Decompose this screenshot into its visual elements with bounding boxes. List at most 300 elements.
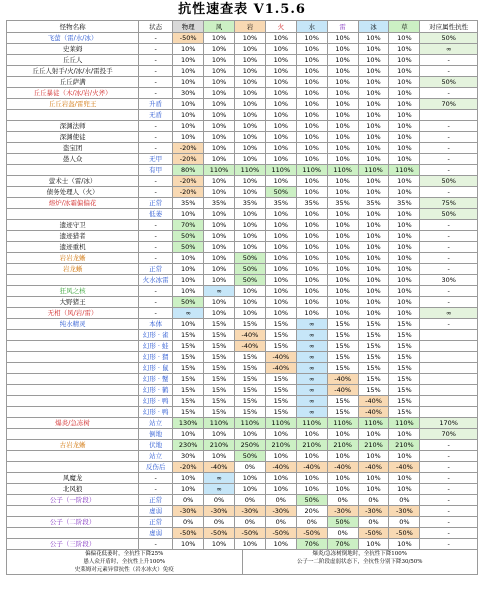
resistance-cell: 10% xyxy=(235,539,266,550)
resistance-cell: -30% xyxy=(173,506,204,517)
monster-state: - xyxy=(139,132,173,143)
monster-state: 有甲 xyxy=(139,165,173,176)
resistance-cell: 10% xyxy=(265,275,296,286)
resistance-cell: -50% xyxy=(265,528,296,539)
resistance-cell: 10% xyxy=(327,132,358,143)
resistance-cell: 110% xyxy=(327,165,358,176)
resistance-cell: 10% xyxy=(265,33,296,44)
resistance-cell: 110% xyxy=(265,165,296,176)
resistance-cell: 110% xyxy=(235,165,266,176)
resistance-cell: 10% xyxy=(204,429,235,440)
resistance-cell: 210% xyxy=(265,440,296,451)
resistance-cell: 15% xyxy=(235,396,266,407)
resistance-cell: 10% xyxy=(358,55,389,66)
monster-name xyxy=(7,110,139,121)
resistance-cell: 10% xyxy=(173,319,204,330)
monster-name xyxy=(7,385,139,396)
resistance-cell: 10% xyxy=(173,55,204,66)
resistance-cell: 10% xyxy=(235,55,266,66)
resistance-cell: 210% xyxy=(389,440,420,451)
resistance-cell: 10% xyxy=(327,66,358,77)
monster-state: 幻形 · 蟹 xyxy=(139,374,173,385)
resistance-cell: 10% xyxy=(327,473,358,484)
monster-state: 低萎 xyxy=(139,209,173,220)
resistance-cell: ∞ xyxy=(296,374,327,385)
resistance-cell: 10% xyxy=(235,209,266,220)
resistance-cell: 35% xyxy=(265,198,296,209)
resistance-cell: 10% xyxy=(204,539,235,550)
monster-name xyxy=(7,363,139,374)
monster-state: - xyxy=(139,539,173,550)
monster-name: 风魔龙 xyxy=(7,473,139,484)
resistance-cell: 15% xyxy=(204,363,235,374)
resistance-cell: 15% xyxy=(389,363,420,374)
resistance-cell: 0% xyxy=(235,517,266,528)
monster-state: 本体 xyxy=(139,319,173,330)
table-row xyxy=(7,407,478,418)
resistance-cell: 210% xyxy=(327,440,358,451)
resistance-cell: 10% xyxy=(358,429,389,440)
table-row xyxy=(7,176,478,187)
resistance-cell: 10% xyxy=(358,99,389,110)
resistance-cell: 15% xyxy=(265,341,296,352)
monster-name: 无相（风/岩/雷） xyxy=(7,308,139,319)
element-resistance: - xyxy=(420,220,478,231)
resistance-cell: 10% xyxy=(358,275,389,286)
resistance-cell: 0% xyxy=(389,517,420,528)
monster-state: 幻形 · 鸭 xyxy=(139,396,173,407)
footer-note: 史莱姆对元素异常抗性（岩水冰火）免疫 xyxy=(74,567,174,573)
resistance-cell: 10% xyxy=(389,220,420,231)
table-row xyxy=(7,55,478,66)
element-resistance: 50% xyxy=(420,33,478,44)
resistance-cell: 10% xyxy=(389,55,420,66)
table-row xyxy=(7,418,478,429)
resistance-cell: 250% xyxy=(235,440,266,451)
footer-note: 公子一二阶段虚弱状态下，全抗性分别下降30/50% xyxy=(296,559,423,565)
resistance-cell: 10% xyxy=(327,55,358,66)
resistance-cell: 10% xyxy=(296,275,327,286)
element-resistance: - xyxy=(420,495,478,506)
resistance-cell: 10% xyxy=(389,187,420,198)
resistance-cell: 110% xyxy=(235,418,266,429)
monster-name: 岩龙蜥 xyxy=(7,264,139,275)
resistance-cell: 15% xyxy=(235,363,266,374)
resistance-cell: 10% xyxy=(389,242,420,253)
element-resistance: - xyxy=(420,165,478,176)
resistance-cell: 10% xyxy=(265,88,296,99)
resistance-cell: 10% xyxy=(204,253,235,264)
table-row xyxy=(7,231,478,242)
monster-state: - xyxy=(139,143,173,154)
resistance-cell: 10% xyxy=(389,44,420,55)
resistance-cell: 10% xyxy=(358,44,389,55)
resistance-cell: 15% xyxy=(204,341,235,352)
resistance-cell: 10% xyxy=(265,44,296,55)
monster-state: - xyxy=(139,66,173,77)
monster-state: - xyxy=(139,44,173,55)
resistance-cell: 15% xyxy=(327,396,358,407)
resistance-cell: 110% xyxy=(265,418,296,429)
resistance-cell: 10% xyxy=(296,209,327,220)
table-row xyxy=(7,242,478,253)
resistance-cell: 10% xyxy=(235,88,266,99)
table-row xyxy=(7,209,478,220)
monster-state: - xyxy=(139,220,173,231)
resistance-cell: 15% xyxy=(235,385,266,396)
resistance-cell: 10% xyxy=(389,297,420,308)
resistance-cell: ∞ xyxy=(296,363,327,374)
resistance-cell: 10% xyxy=(204,88,235,99)
resistance-cell: 10% xyxy=(296,451,327,462)
table-row xyxy=(7,473,478,484)
resistance-cell: 10% xyxy=(173,121,204,132)
monster-name: 岩岩龙蜥 xyxy=(7,253,139,264)
resistance-cell: 15% xyxy=(327,407,358,418)
monster-name: 丘丘暴徒（木/冰/岩/火斧） xyxy=(7,88,139,99)
monster-state: 正常 xyxy=(139,264,173,275)
resistance-cell: 15% xyxy=(235,407,266,418)
resistance-cell: 35% xyxy=(327,198,358,209)
resistance-cell: 15% xyxy=(204,319,235,330)
resistance-cell: -50% xyxy=(173,528,204,539)
resistance-cell: 10% xyxy=(389,66,420,77)
monster-name: 深渊法师 xyxy=(7,121,139,132)
table-row xyxy=(7,198,478,209)
resistance-cell: 10% xyxy=(265,209,296,220)
resistance-cell: 10% xyxy=(296,44,327,55)
resistance-cell: ∞ xyxy=(296,352,327,363)
resistance-cell: 10% xyxy=(265,77,296,88)
column-header: 冰 xyxy=(358,21,389,33)
resistance-cell: 15% xyxy=(204,396,235,407)
resistance-cell: ∞ xyxy=(296,330,327,341)
column-header: 草 xyxy=(389,21,420,33)
resistance-cell: 10% xyxy=(327,154,358,165)
resistance-cell: 10% xyxy=(389,77,420,88)
resistance-cell: -40% xyxy=(265,462,296,473)
resistance-cell: 15% xyxy=(204,352,235,363)
resistance-cell: ∞ xyxy=(296,319,327,330)
monster-state: 反伤后 xyxy=(139,462,173,473)
monster-name xyxy=(7,330,139,341)
resistance-cell: ∞ xyxy=(204,484,235,495)
footer-right xyxy=(243,550,479,575)
resistance-cell: 10% xyxy=(389,473,420,484)
resistance-cell: 0% xyxy=(204,517,235,528)
table-row xyxy=(7,440,478,451)
resistance-cell: 15% xyxy=(265,385,296,396)
element-resistance: - xyxy=(420,143,478,154)
resistance-cell: 10% xyxy=(265,143,296,154)
monster-name xyxy=(7,396,139,407)
resistance-cell: 230% xyxy=(173,440,204,451)
resistance-cell: 10% xyxy=(327,484,358,495)
resistance-cell: 35% xyxy=(358,198,389,209)
resistance-cell: 10% xyxy=(265,99,296,110)
resistance-cell: 10% xyxy=(358,77,389,88)
monster-state: 伏地 xyxy=(139,440,173,451)
element-resistance: 30% xyxy=(420,275,478,286)
resistance-cell: 10% xyxy=(235,429,266,440)
resistance-cell: -50% xyxy=(173,33,204,44)
table-row xyxy=(7,451,478,462)
table-row xyxy=(7,330,478,341)
resistance-cell: -40% xyxy=(265,363,296,374)
element-resistance: ∞ xyxy=(420,308,478,319)
resistance-cell: 10% xyxy=(265,132,296,143)
resistance-cell: 10% xyxy=(235,110,266,121)
element-resistance: 75% xyxy=(420,198,478,209)
monster-state: 虚弱 xyxy=(139,528,173,539)
element-resistance: - xyxy=(420,517,478,528)
resistance-cell: 10% xyxy=(265,429,296,440)
monster-name xyxy=(7,165,139,176)
column-header: 风 xyxy=(204,21,235,33)
table-row xyxy=(7,275,478,286)
monster-name xyxy=(7,429,139,440)
resistance-cell: 10% xyxy=(265,121,296,132)
resistance-cell: 50% xyxy=(173,297,204,308)
element-resistance xyxy=(420,330,478,341)
table-row xyxy=(7,495,478,506)
resistance-cell: 15% xyxy=(204,330,235,341)
element-resistance: - xyxy=(420,66,478,77)
resistance-cell: 15% xyxy=(173,396,204,407)
resistance-cell: 10% xyxy=(204,66,235,77)
resistance-cell: 80% xyxy=(173,165,204,176)
resistance-cell: ∞ xyxy=(204,473,235,484)
monster-name: 丘丘人射手/火/冰/水/雷投手 xyxy=(7,66,139,77)
resistance-cell: 10% xyxy=(296,121,327,132)
resistance-cell: 10% xyxy=(296,55,327,66)
resistance-cell: 35% xyxy=(173,198,204,209)
resistance-cell: 15% xyxy=(358,385,389,396)
footer-note: 愚人众开盾时，全抗性上升100% xyxy=(83,559,166,565)
resistance-cell: 15% xyxy=(389,385,420,396)
table-row xyxy=(7,517,478,528)
resistance-cell: 15% xyxy=(235,319,266,330)
resistance-cell: 110% xyxy=(358,418,389,429)
resistance-cell: 10% xyxy=(235,484,266,495)
resistance-cell: 10% xyxy=(296,286,327,297)
resistance-cell: 10% xyxy=(173,99,204,110)
monster-name: 丘丘萨满 xyxy=(7,77,139,88)
resistance-cell: 15% xyxy=(358,374,389,385)
monster-name: 熔炉/冰霜偏偏花 xyxy=(7,198,139,209)
resistance-cell: 10% xyxy=(327,231,358,242)
element-resistance: - xyxy=(420,506,478,517)
monster-state: 正常 xyxy=(139,495,173,506)
resistance-cell: 10% xyxy=(327,33,358,44)
resistance-cell: 10% xyxy=(173,264,204,275)
resistance-cell: 10% xyxy=(173,66,204,77)
resistance-cell: 10% xyxy=(327,429,358,440)
monster-name: 遗迹猎者 xyxy=(7,231,139,242)
monster-name: 狂风之核 xyxy=(7,286,139,297)
resistance-cell: 10% xyxy=(204,308,235,319)
resistance-cell: -40% xyxy=(204,462,235,473)
table-row xyxy=(7,121,478,132)
element-resistance xyxy=(420,363,478,374)
element-resistance: - xyxy=(420,231,478,242)
resistance-cell: 15% xyxy=(389,407,420,418)
resistance-cell: 35% xyxy=(389,198,420,209)
resistance-cell: 10% xyxy=(358,33,389,44)
resistance-cell: 10% xyxy=(173,539,204,550)
monster-state: 正常 xyxy=(139,198,173,209)
resistance-cell: 10% xyxy=(389,88,420,99)
resistance-cell: 110% xyxy=(204,418,235,429)
resistance-cell: 10% xyxy=(265,110,296,121)
resistance-cell: 10% xyxy=(296,88,327,99)
resistance-cell: 15% xyxy=(389,319,420,330)
resistance-cell: 10% xyxy=(389,143,420,154)
resistance-cell: 10% xyxy=(358,154,389,165)
resistance-cell: 10% xyxy=(358,209,389,220)
table-row xyxy=(7,77,478,88)
element-resistance xyxy=(420,385,478,396)
resistance-cell: -50% xyxy=(235,528,266,539)
resistance-cell: -30% xyxy=(204,506,235,517)
resistance-cell: 15% xyxy=(358,319,389,330)
resistance-cell: -30% xyxy=(327,506,358,517)
resistance-cell: 10% xyxy=(265,308,296,319)
resistance-cell: -40% xyxy=(327,374,358,385)
resistance-cell: 10% xyxy=(235,286,266,297)
resistance-cell: 10% xyxy=(204,154,235,165)
resistance-cell: -20% xyxy=(173,187,204,198)
element-resistance: - xyxy=(420,462,478,473)
resistance-cell: 50% xyxy=(296,495,327,506)
resistance-cell: 10% xyxy=(235,154,266,165)
resistance-cell: 10% xyxy=(173,44,204,55)
monster-state: - xyxy=(139,231,173,242)
resistance-cell: 50% xyxy=(173,231,204,242)
monster-state: 幻形 · 鹤 xyxy=(139,385,173,396)
resistance-cell: 10% xyxy=(327,110,358,121)
monster-state: - xyxy=(139,33,173,44)
resistance-cell: 10% xyxy=(296,253,327,264)
monster-name xyxy=(7,209,139,220)
resistance-cell: -20% xyxy=(173,462,204,473)
element-resistance: - xyxy=(420,473,478,484)
column-header: 物理 xyxy=(173,21,204,33)
monster-state: 无甲 xyxy=(139,154,173,165)
resistance-cell: 10% xyxy=(296,33,327,44)
resistance-cell: 15% xyxy=(327,330,358,341)
resistance-cell: 10% xyxy=(265,220,296,231)
resistance-cell: 10% xyxy=(327,187,358,198)
monster-name: 丘丘岩盔/雷兜王 xyxy=(7,99,139,110)
monster-name xyxy=(7,451,139,462)
resistance-cell: 50% xyxy=(327,517,358,528)
monster-state: 站立 xyxy=(139,418,173,429)
resistance-cell: 10% xyxy=(235,77,266,88)
resistance-cell: -30% xyxy=(265,506,296,517)
resistance-cell: 10% xyxy=(296,99,327,110)
element-resistance: - xyxy=(420,440,478,451)
resistance-cell: 10% xyxy=(389,33,420,44)
monster-state: - xyxy=(139,286,173,297)
resistance-cell: 10% xyxy=(389,286,420,297)
resistance-cell: -20% xyxy=(173,176,204,187)
resistance-cell: 10% xyxy=(204,220,235,231)
resistance-cell: 10% xyxy=(204,264,235,275)
element-resistance: ∞ xyxy=(420,44,478,55)
monster-name: 遗迹重机 xyxy=(7,242,139,253)
resistance-cell: 10% xyxy=(389,451,420,462)
resistance-cell: 10% xyxy=(204,187,235,198)
element-resistance: - xyxy=(420,539,478,550)
monster-state: - xyxy=(139,308,173,319)
monster-name: 爆炎/急冻树 xyxy=(7,418,139,429)
resistance-cell: 10% xyxy=(327,99,358,110)
resistance-cell: 10% xyxy=(296,473,327,484)
resistance-cell: 10% xyxy=(265,176,296,187)
monster-name: 债务处理人（火） xyxy=(7,187,139,198)
column-header: 火 xyxy=(265,21,296,33)
resistance-cell: 10% xyxy=(235,308,266,319)
resistance-cell: 10% xyxy=(358,473,389,484)
element-resistance: - xyxy=(420,484,478,495)
resistance-cell: -40% xyxy=(358,396,389,407)
resistance-cell: 15% xyxy=(327,363,358,374)
resistance-cell: 50% xyxy=(235,253,266,264)
monster-name: 大野猪王 xyxy=(7,297,139,308)
resistance-cell: 10% xyxy=(204,77,235,88)
element-resistance: - xyxy=(420,187,478,198)
resistance-cell: 0% xyxy=(235,495,266,506)
resistance-cell: 10% xyxy=(265,253,296,264)
resistance-cell: 10% xyxy=(265,154,296,165)
element-resistance: - xyxy=(420,264,478,275)
resistance-cell: 10% xyxy=(296,176,327,187)
resistance-cell: 15% xyxy=(358,341,389,352)
resistance-cell: 0% xyxy=(296,517,327,528)
resistance-cell: 10% xyxy=(327,220,358,231)
resistance-cell: 10% xyxy=(265,473,296,484)
resistance-cell: 10% xyxy=(265,231,296,242)
resistance-cell: -40% xyxy=(389,462,420,473)
resistance-cell: 10% xyxy=(235,121,266,132)
resistance-cell: 20% xyxy=(296,506,327,517)
monster-name xyxy=(7,528,139,539)
resistance-cell: 10% xyxy=(358,253,389,264)
resistance-cell: -50% xyxy=(358,528,389,539)
resistance-cell: 210% xyxy=(296,440,327,451)
resistance-cell: 10% xyxy=(173,429,204,440)
resistance-cell: 10% xyxy=(173,110,204,121)
element-resistance: - xyxy=(420,319,478,330)
resistance-cell: 50% xyxy=(265,187,296,198)
resistance-cell: 0% xyxy=(265,495,296,506)
footer-note: 爆炎/急冻树倒地时，全抗性下降100% xyxy=(312,551,408,557)
resistance-cell: 0% xyxy=(173,517,204,528)
resistance-cell: 10% xyxy=(235,33,266,44)
resistance-cell: 10% xyxy=(265,66,296,77)
column-header: 雷 xyxy=(327,21,358,33)
monster-name: 北风狼 xyxy=(7,484,139,495)
column-header: 怪物名称 xyxy=(7,21,139,33)
monster-name: 史莱姆 xyxy=(7,44,139,55)
resistance-cell: 10% xyxy=(389,429,420,440)
resistance-cell: -40% xyxy=(235,341,266,352)
resistance-cell: -30% xyxy=(389,506,420,517)
resistance-cell: 10% xyxy=(235,297,266,308)
resistance-cell: 110% xyxy=(389,165,420,176)
monster-name: 丘丘人 xyxy=(7,55,139,66)
